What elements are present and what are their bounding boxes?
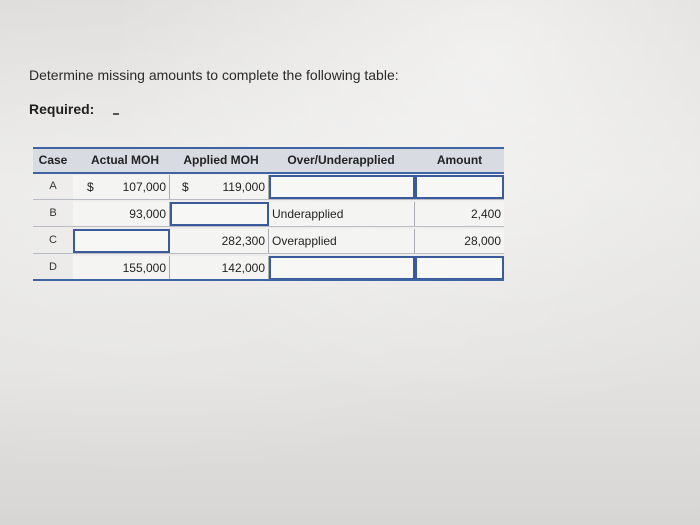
table-header [33,147,504,174]
table-row-c [33,228,504,254]
dash-mark [113,113,119,115]
required-label: Required: [29,101,95,117]
header-actual-moh: Actual MOH [90,153,159,167]
over-underapplied-input[interactable] [269,175,415,199]
applied-moh-cell [170,175,269,199]
table-row-b [33,201,504,227]
header-applied-moh: Applied MOH [183,153,259,167]
case-label: D [49,261,57,273]
amount-cell [415,229,504,253]
case-label: B [49,207,57,219]
currency-sign: $ [182,180,189,194]
amount-input[interactable] [415,256,504,280]
actual-moh-cell [73,256,170,280]
applied-moh-value: 142,000 [221,261,265,275]
instruction-text: Determine missing amounts to complete the following table: [29,67,399,83]
actual-moh-input[interactable] [73,229,170,253]
applied-moh-cell [170,229,269,253]
applied-moh-value: 119,000 [222,180,265,194]
applied-moh-input[interactable] [170,202,269,226]
over-underapplied-value: Underapplied [272,207,344,221]
over-underapplied-input[interactable] [269,256,415,280]
actual-moh-value: 107,000 [122,180,166,194]
actual-moh-cell [73,175,170,199]
moh-table [33,147,504,281]
amount-input[interactable] [415,175,504,199]
header-amount: Amount [436,153,483,167]
applied-moh-value: 282,300 [221,234,265,248]
table-row-d [33,255,504,281]
case-label: A [49,180,57,192]
header-case: Case [38,153,68,167]
header-over-underapplied: Over/Underapplied [287,153,395,167]
over-underapplied-cell [269,202,415,226]
over-underapplied-cell [269,229,415,253]
applied-moh-cell [170,256,269,280]
actual-moh-value: 155,000 [122,261,166,275]
amount-cell [415,202,504,226]
table-row-a [33,174,504,200]
case-label: C [49,234,57,246]
amount-value: 2,400 [470,207,501,221]
actual-moh-cell [73,202,170,226]
over-underapplied-value: Overapplied [272,234,337,248]
table-bottom-border [33,279,504,281]
actual-moh-value: 93,000 [129,207,166,221]
currency-sign: $ [87,180,94,194]
amount-value: 28,000 [464,234,501,248]
